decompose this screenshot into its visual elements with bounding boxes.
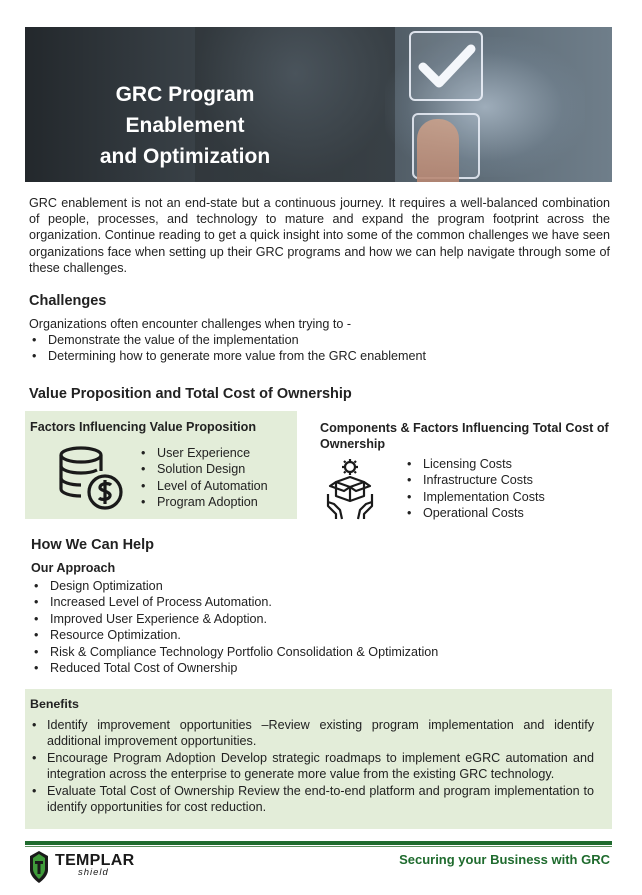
challenges-list [29,332,589,365]
list-item: • Resource Optimization. [31,627,591,643]
logo-subname: shield [78,867,109,878]
tco-heading: Components & Factors Influencing Total Cost of Ownership [320,421,609,451]
vp-heading: Factors Influencing Value Proposition [30,420,257,434]
list-item: • Reduced Total Cost of Ownership [31,660,591,676]
list-item: • Licensing Costs [404,456,604,472]
tco-list [404,456,604,522]
shield-logo-icon [29,850,49,884]
list-item: • Implementation Costs [404,489,604,505]
list-item: • Operational Costs [404,505,604,521]
list-item: • Improved User Experience & Adoption. [31,611,591,627]
footer-tagline: Securing your Business with GRC [399,852,610,867]
list-item: • Increased Level of Process Automation. [31,594,591,610]
page-title [55,79,315,172]
intro-paragraph: GRC enablement is not an end-state but a continuous journey. It requires a well-balanced combination of people, processes, and technology to mature and expand the program footprint across the organization. Continue reading to get a quick insight into some of the common challenges we have seen organizations face when setting up their GRC programs and how we can help navigate through some of these challenges. [29,196,610,275]
finger-image [417,119,459,182]
list-item: • Design Optimization [31,578,591,594]
vp-list [138,445,293,511]
list-item: • Determining how to generate more value from the GRC enablement [29,348,589,364]
footer-rule [25,841,612,845]
list-item: • Infrastructure Costs [404,472,604,488]
help-heading: How We Can Help [31,537,154,553]
challenges-lead: Organizations often encounter challenges when trying to - [29,317,352,331]
value-heading: Value Proposition and Total Cost of Ownership [29,386,352,402]
list-item: • Evaluate Total Cost of Ownership Review the end-to-end platform and program implementation to identify opportunities for cost reduction. [30,783,594,816]
list-item: • Solution Design [138,461,293,477]
value-proposition-box [25,411,297,519]
checkbox-checked-icon [409,31,483,101]
list-item: • Program Adoption [138,494,293,510]
list-item: • User Experience [138,445,293,461]
benefits-box [25,689,612,829]
list-item: • Demonstrate the value of the implementation [29,332,589,348]
footer-rule-thin [25,846,612,847]
approach-subheading: Our Approach [31,561,116,575]
approach-list [31,578,591,676]
benefits-list [30,717,594,815]
logo-name: TEMPLAR [55,852,135,869]
hero-banner [25,27,612,182]
box-hands-gear-icon [326,458,374,520]
list-item: • Identify improvement opportunities –Review existing program implementation and identify additional improvement opportunities. [30,717,594,750]
list-item: • Level of Automation [138,478,293,494]
page-title-line2: and Optimization [99,145,271,168]
list-item: • Risk & Compliance Technology Portfolio Consolidation & Optimization [31,644,591,660]
coins-dollar-icon [57,445,127,513]
benefits-heading: Benefits [30,697,79,711]
challenges-heading: Challenges [29,293,107,309]
page-title-line1: GRC Program Enablement [115,83,255,137]
list-item: • Encourage Program Adoption Develop strategic roadmaps to implement eGRC automation and integration across the enterprise to generate more value from the existing GRC technology. [30,750,594,783]
